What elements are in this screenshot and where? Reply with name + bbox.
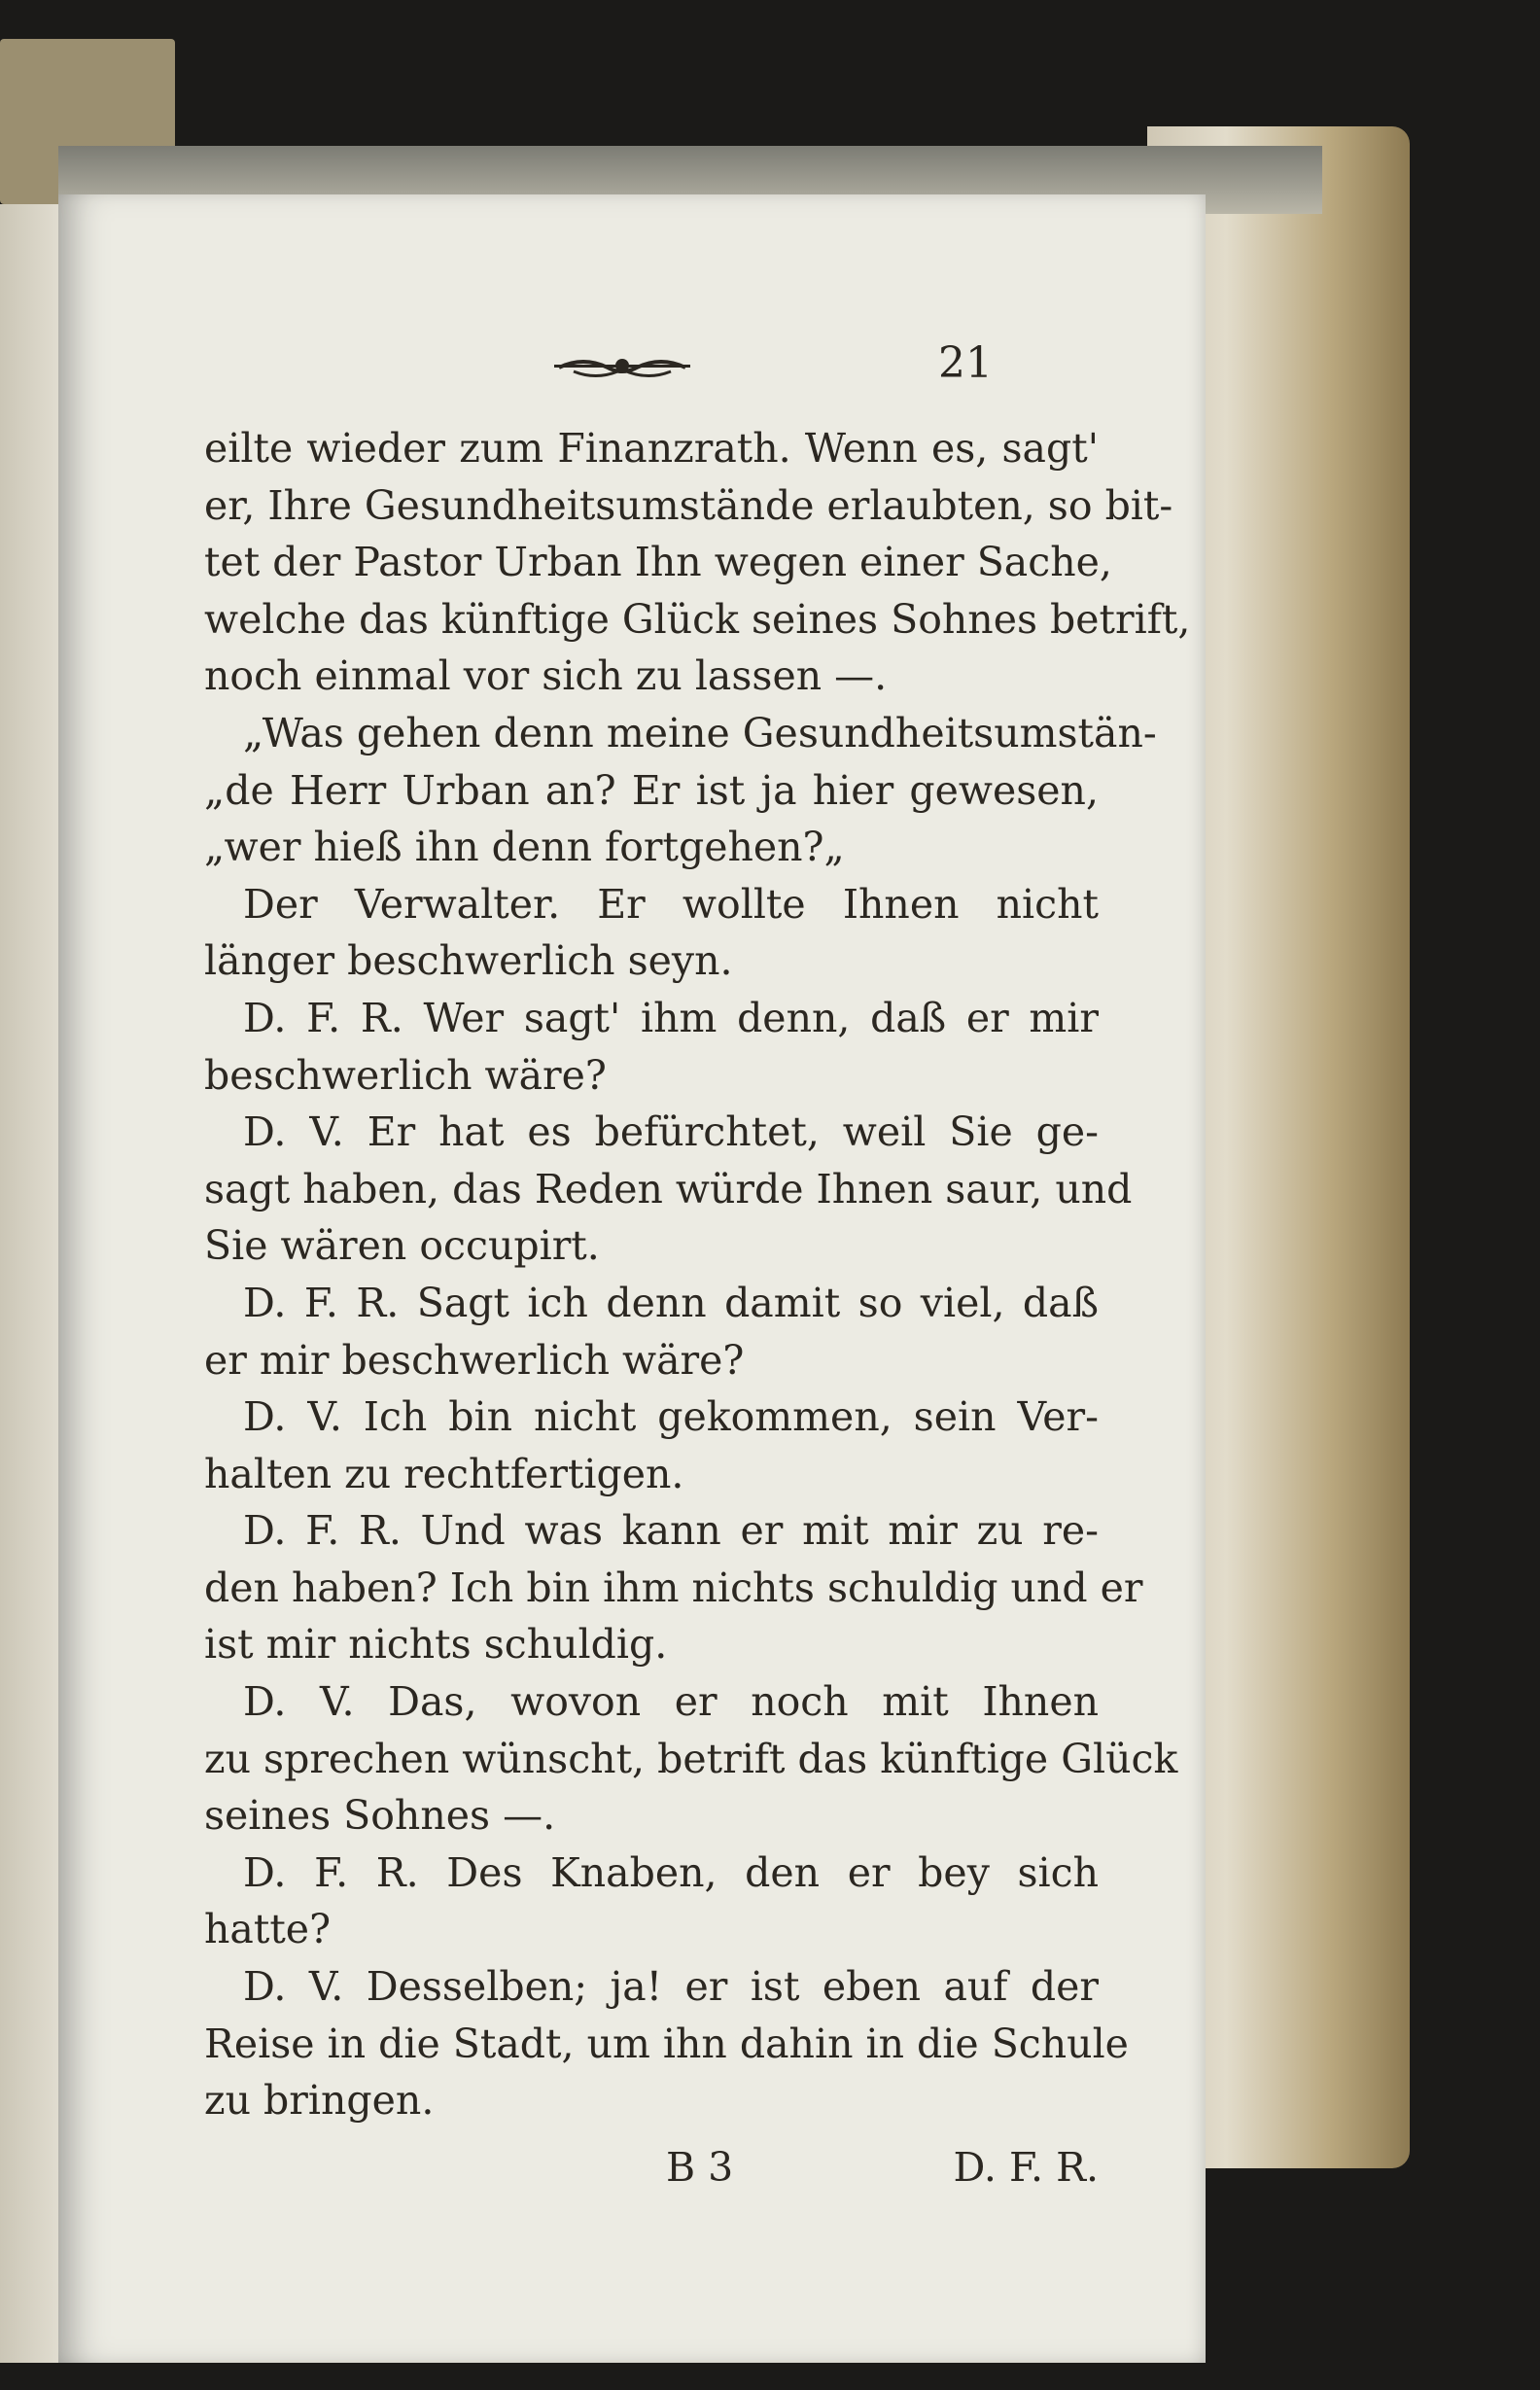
signature-mark: B 3 (666, 2144, 734, 2191)
book-page (58, 194, 1206, 2363)
text-line: D. V. Er hat es befürchtet, weil Sie ge- (243, 1108, 1099, 1156)
text-line: tet der Pastor Urban Ihn wegen einer Sache, (204, 539, 1112, 586)
text-line: D. F. R. Wer sagt' ihm denn, daß er mir (243, 994, 1099, 1041)
text-line: er, Ihre Gesundheitsumstände erlaubten, so bit- (204, 481, 1173, 529)
text-line: ist mir nichts schuldig. (204, 1621, 668, 1669)
text-line: zu bringen. (204, 2077, 435, 2125)
text-line: länger beschwerlich seyn. (204, 937, 733, 985)
text-line: Der Verwalter. Er wollte Ihnen nicht (243, 880, 1099, 928)
text-line: seines Sohnes —. (204, 1792, 556, 1840)
text-line: D. F. R. Sagt ich denn damit so viel, daß (243, 1279, 1099, 1326)
text-line: er mir beschwerlich wäre? (204, 1336, 745, 1384)
text-line: sagt haben, das Reden würde Ihnen saur, und (204, 1165, 1133, 1213)
text-line: zu sprechen wünscht, betrift das künftige Glück (204, 1735, 1178, 1782)
catchword: D. F. R. (953, 2144, 1099, 2191)
page-number: 21 (938, 338, 993, 388)
text-line: D. F. R. Und was kann er mit mir zu re- (243, 1507, 1099, 1555)
text-line: D. V. Ich bin nicht gekommen, sein Ver- (243, 1393, 1099, 1441)
text-line: beschwerlich wäre? (204, 1051, 607, 1099)
text-line: Reise in die Stadt, um ihn dahin in die Schule (204, 2020, 1129, 2067)
text-line: den haben? Ich bin ihm nichts schuldig und er (204, 1564, 1143, 1611)
text-line: D. V. Das, wovon er noch mit Ihnen (243, 1678, 1099, 1726)
text-line: noch einmal vor sich zu lassen —. (204, 652, 888, 700)
text-line: „Was gehen denn meine Gesundheitsumstän- (243, 709, 1157, 756)
printer-ornament-icon (554, 348, 690, 387)
page-header (58, 338, 1206, 397)
text-line: „de Herr Urban an? Er ist ja hier gewesen, (204, 766, 1099, 814)
text-line: D. F. R. Des Knaben, den er bey sich (243, 1848, 1099, 1896)
body-text (204, 420, 1191, 2129)
text-line: hatte? (204, 1906, 332, 1953)
page-footer (204, 2144, 1099, 2202)
text-line: welche das künftige Glück seines Sohnes betrift, (204, 595, 1191, 643)
text-line: halten zu rechtfertigen. (204, 1450, 684, 1497)
text-line: „wer hieß ihn denn fortgehen?„ (204, 824, 845, 871)
text-line: eilte wieder zum Finanzrath. Wenn es, sagt' (204, 425, 1099, 472)
text-line: D. V. Desselben; ja! er ist eben auf der (243, 1963, 1099, 2011)
text-line: Sie wären occupirt. (204, 1222, 600, 1270)
